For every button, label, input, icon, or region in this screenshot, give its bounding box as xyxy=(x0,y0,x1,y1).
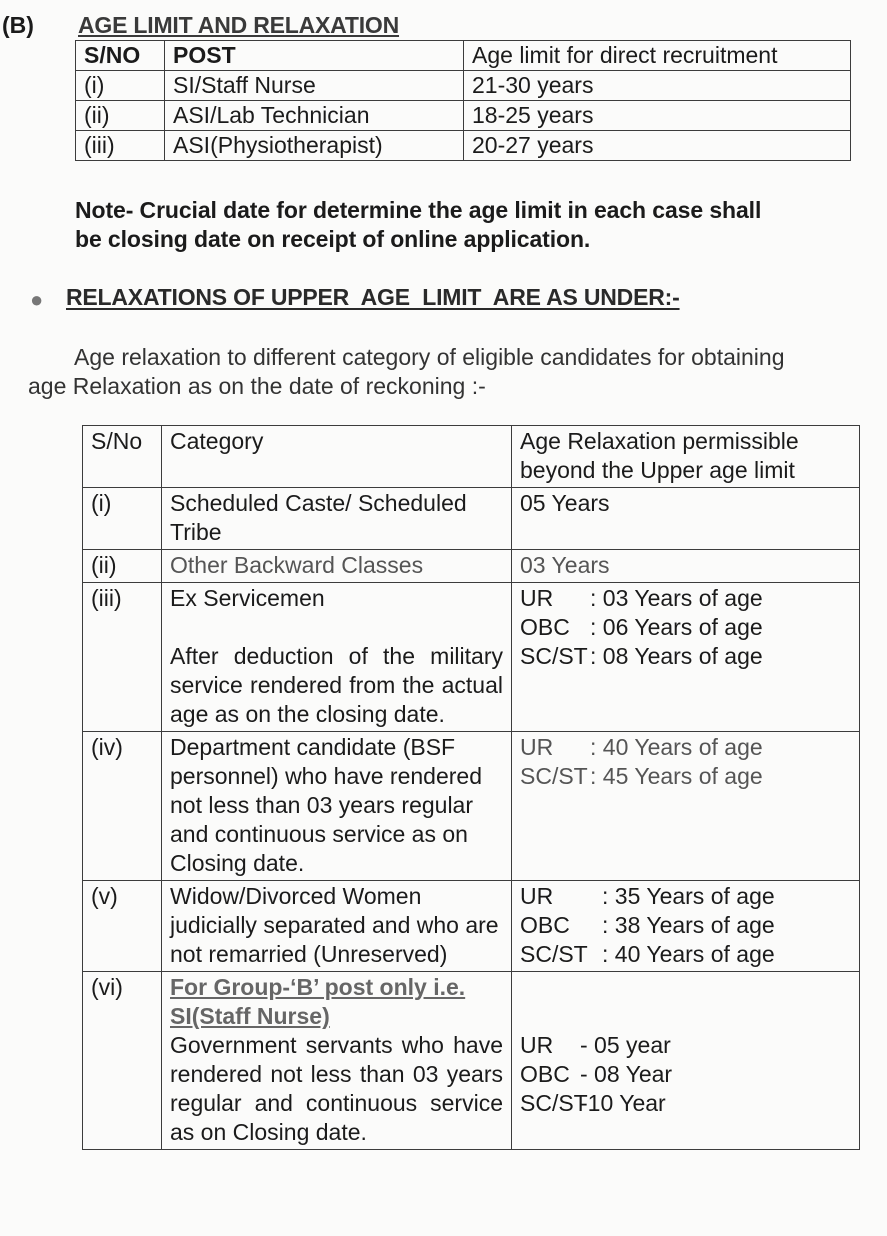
section-title: AGE LIMIT AND RELAXATION xyxy=(78,12,400,38)
relax-item: UR : 03 Years of age xyxy=(520,585,763,611)
row-sno: (ii) xyxy=(83,550,162,583)
row-age: 21-30 years xyxy=(464,71,851,101)
relax-item: OBC : 38 Years of age xyxy=(520,912,775,938)
row-relaxation xyxy=(512,881,860,972)
header-age-limit: Age limit for direct recruitment xyxy=(464,41,851,71)
row-category: Widow/Divorced Women judicially separated and who are not remarried (Unreserved) xyxy=(162,881,512,972)
header-relaxation-line-1: Age Relaxation permissible xyxy=(520,428,799,454)
category-detail: After deduction of the military service rendered from the actual age as on the closing date. xyxy=(170,643,503,727)
relax-item: UR : 40 Years of age xyxy=(520,734,763,760)
row-relaxation: 05 Years xyxy=(512,488,860,550)
row-age: 18-25 years xyxy=(464,101,851,131)
relax-item: UR : 35 Years of age xyxy=(520,883,775,909)
table-row xyxy=(76,131,851,161)
row-sno: (iii) xyxy=(76,131,165,161)
relax-item: SC/ST : 40 Years of age xyxy=(520,941,775,967)
note-line-2: be closing date on receipt of online application. xyxy=(75,226,591,252)
table-row xyxy=(83,881,860,972)
header-relaxation xyxy=(512,426,860,488)
row-sno: (vi) xyxy=(83,972,162,1150)
relaxation-heading: RELAXATIONS OF UPPER AGE LIMIT ARE AS UNDER:- xyxy=(66,284,680,310)
table-header-row xyxy=(83,426,860,488)
table-row xyxy=(76,101,851,131)
row-relaxation xyxy=(512,972,860,1150)
category-detail: Government servants who have rendered not less than 03 years regular and continuous service as on Closing date. xyxy=(170,1032,503,1145)
relaxation-intro xyxy=(28,343,868,401)
category-heading: For Group-‘B’ post only i.e. SI(Staff Nurse) xyxy=(170,974,466,1029)
table-row xyxy=(83,972,860,1150)
section-letter: (B) xyxy=(2,12,34,38)
row-category xyxy=(162,583,512,732)
category-title: Ex Servicemen xyxy=(170,585,325,611)
header-sno: S/No xyxy=(83,426,162,488)
table-row xyxy=(83,583,860,732)
row-category: Department candidate (BSF personnel) who have rendered not less than 03 years regular and continuous service as on Closing date. xyxy=(162,732,512,881)
row-age: 20-27 years xyxy=(464,131,851,161)
table-header-row xyxy=(76,41,851,71)
row-sno: (ii) xyxy=(76,101,165,131)
row-sno: (iv) xyxy=(83,732,162,881)
row-post: ASI/Lab Technician xyxy=(165,101,464,131)
row-relaxation: 03 Years xyxy=(512,550,860,583)
note-line-1: Note- Crucial date for determine the age limit in each case shall xyxy=(75,197,762,223)
row-post: SI/Staff Nurse xyxy=(165,71,464,101)
note xyxy=(75,196,875,254)
row-relaxation xyxy=(512,732,860,881)
relax-item: OBC : 06 Years of age xyxy=(520,614,763,640)
table-row xyxy=(83,488,860,550)
row-sno: (i) xyxy=(83,488,162,550)
intro-line-1: Age relaxation to different category of eligible candidates for obtaining xyxy=(74,344,785,370)
row-sno: (v) xyxy=(83,881,162,972)
table-row xyxy=(83,550,860,583)
relaxation-table xyxy=(82,425,860,1150)
row-relaxation xyxy=(512,583,860,732)
row-post: ASI(Physiotherapist) xyxy=(165,131,464,161)
row-category xyxy=(162,972,512,1150)
relax-item: SC/ST : 08 Years of age xyxy=(520,643,763,669)
row-category: Other Backward Classes xyxy=(162,550,512,583)
bullet-icon: ● xyxy=(30,287,44,312)
row-sno: (i) xyxy=(76,71,165,101)
row-category: Scheduled Caste/ Scheduled Tribe xyxy=(162,488,512,550)
header-post: POST xyxy=(165,41,464,71)
relax-item: OBC - 08 Year xyxy=(520,1061,673,1087)
table-row xyxy=(76,71,851,101)
row-sno: (iii) xyxy=(83,583,162,732)
age-limit-table xyxy=(75,40,851,161)
relax-item: SC/ST : 45 Years of age xyxy=(520,763,763,789)
table-row xyxy=(83,732,860,881)
intro-line-2: age Relaxation as on the date of reckoning :- xyxy=(28,373,486,399)
header-category: Category xyxy=(162,426,512,488)
header-sno: S/NO xyxy=(76,41,165,71)
relax-item: UR - 05 year xyxy=(520,1032,671,1058)
relax-item: SC/ST -10 Year xyxy=(520,1090,666,1116)
header-relaxation-line-2: beyond the Upper age limit xyxy=(520,457,795,483)
